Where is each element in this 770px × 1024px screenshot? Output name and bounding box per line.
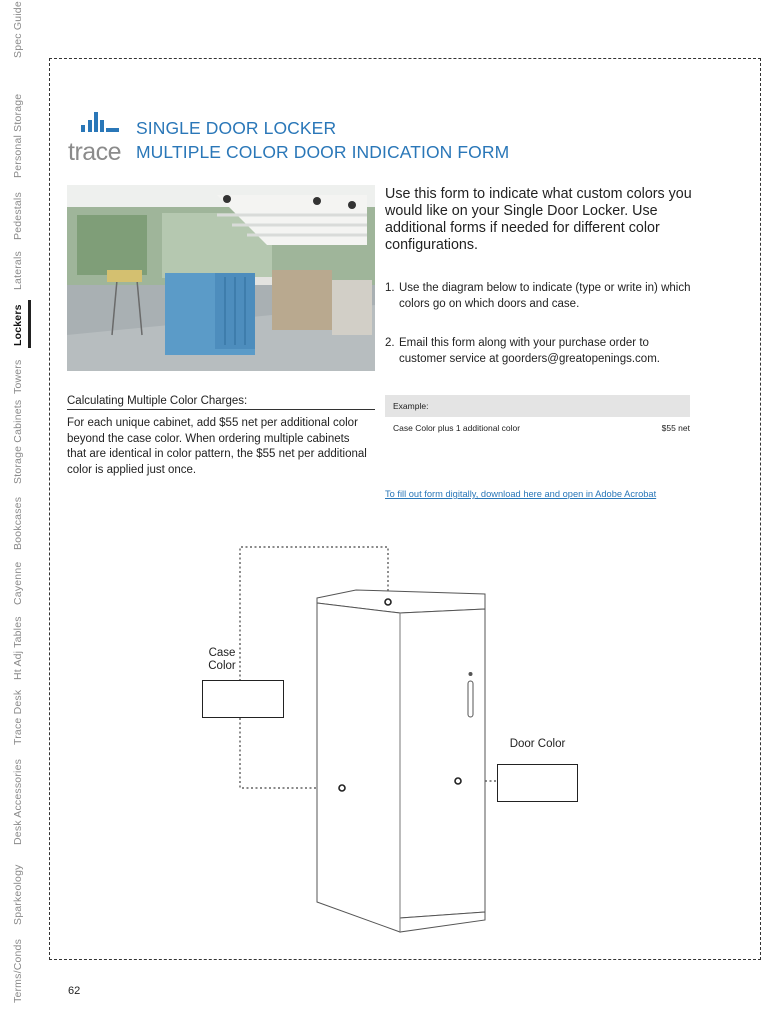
download-form-link[interactable]: To fill out form digitally, download here and open in Adobe Acrobat <box>385 489 657 499</box>
page-title-line2: MULTIPLE COLOR DOOR INDICATION FORM <box>136 142 510 162</box>
locker-room-photo-illustration <box>67 185 375 371</box>
locker-room-photo <box>67 185 375 371</box>
calc-heading: Calculating Multiple Color Charges: <box>67 395 375 410</box>
calc-body: For each unique cabinet, add $55 net per additional color beyond the case color. When ordering multiple cabinets that are identical in color pattern, the $55 net per additional color is applied just once. <box>67 417 367 476</box>
trace-logo <box>68 112 126 166</box>
instruction-step <box>385 335 695 367</box>
example-row-label: Case Color plus 1 additional color <box>393 423 521 433</box>
logo-bars-icon <box>81 112 121 132</box>
active-section-indicator <box>28 300 31 348</box>
case-color-label-line2: Color <box>208 660 236 672</box>
case-color-label <box>192 647 252 673</box>
step-text: Email this form along with your purchase order to customer service at goorders@greatopenings.com. <box>399 337 660 365</box>
door-color-field[interactable] <box>497 764 578 802</box>
instruction-step <box>385 280 695 312</box>
example-heading: Example: <box>385 395 690 417</box>
example-row <box>385 417 690 439</box>
case-color-field[interactable] <box>202 680 284 718</box>
intro-text: Use this form to indicate what custom colors you would like on your Single Door Locker. Use additional forms if needed for different color configurations. <box>385 186 692 253</box>
section-nav: Spec Guide Personal Storage Pedestals Laterals Lockers Towers Storage Cabinets Bookcases Cayenne Ht Adj Tables Trace Desk Desk Accessories Sparkeology Terms/Conds <box>12 1 24 1003</box>
logo-wordmark: trace <box>68 138 122 166</box>
page-title-line1: SINGLE DOOR LOCKER <box>136 118 337 138</box>
step-number: 2. <box>385 337 395 349</box>
case-color-label-line1: Case <box>208 647 236 659</box>
example-row-price: $55 net <box>661 423 690 433</box>
door-color-label: Door Color <box>509 738 566 750</box>
page-number: 62 <box>68 985 81 997</box>
step-text: Use the diagram below to indicate (type or write in) which colors go on which doors and case. <box>399 282 691 310</box>
example-table <box>385 395 690 439</box>
step-number: 1. <box>385 282 395 294</box>
